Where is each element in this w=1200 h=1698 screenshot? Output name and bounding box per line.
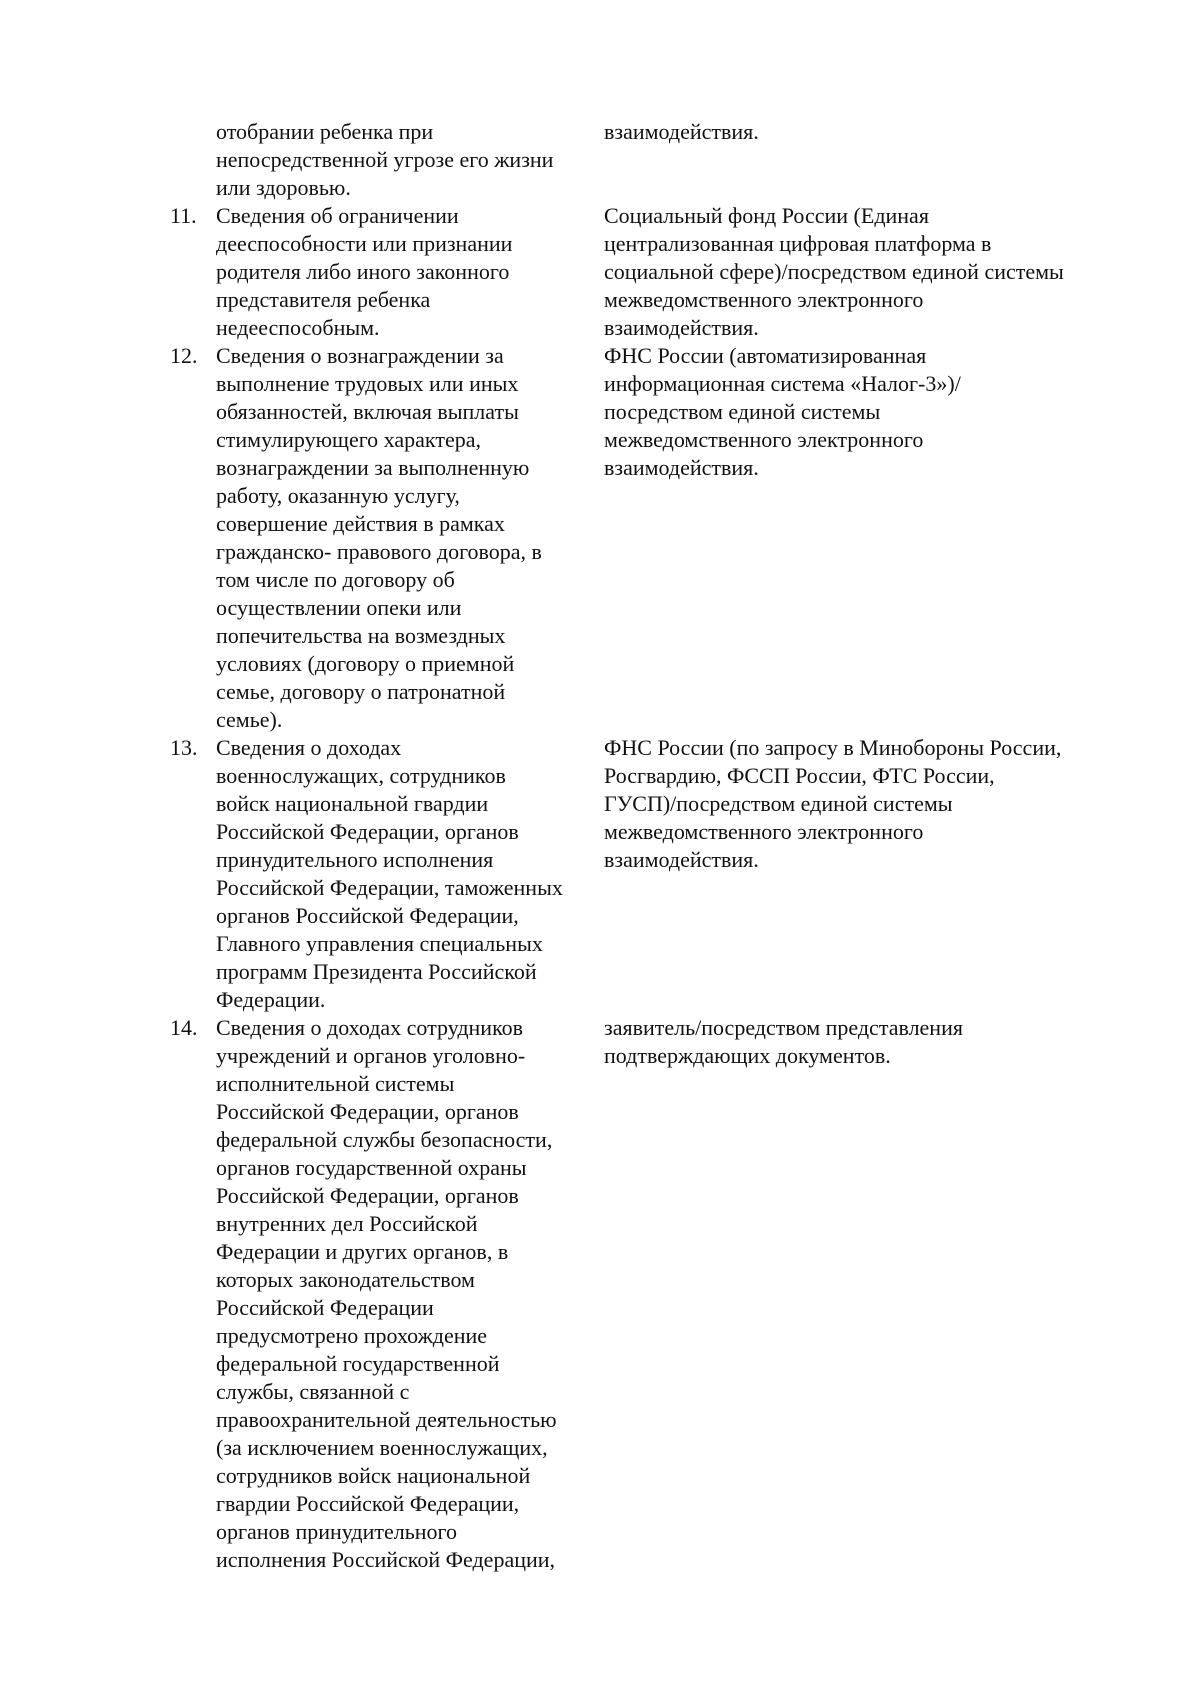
description-line: Российской Федерации, органов: [216, 1099, 519, 1124]
description-line: федеральной государственной: [216, 1351, 500, 1376]
source-line: взаимодействия.: [604, 847, 759, 872]
row-description: [216, 734, 600, 1014]
description-line: (за исключением военнослужащих,: [216, 1435, 548, 1460]
description-line: службы, связанной с: [216, 1379, 410, 1404]
source-line: Социальный фонд России (Единая: [604, 203, 929, 228]
description-line: сотрудников войск национальной: [216, 1463, 531, 1488]
description-line: принудительного исполнения: [216, 847, 494, 872]
description-line: органов Российской Федерации,: [216, 903, 519, 928]
description-line: Сведения об ограничении: [216, 203, 459, 228]
source-line: Росгвардию, ФССП России, ФТС России,: [604, 763, 995, 788]
description-line: обязанностей, включая выплаты: [216, 399, 519, 424]
description-line: исполнительной системы: [216, 1071, 455, 1096]
description-line: работу, оказанную услугу,: [216, 483, 460, 508]
description-line: дееспособности или признании: [216, 231, 513, 256]
description-line: программ Президента Российской: [216, 959, 537, 984]
description-line: семье).: [216, 707, 283, 732]
description-line: войск национальной гвардии: [216, 791, 489, 816]
source-line: централизованная цифровая платформа в: [604, 231, 992, 256]
source-line: информационная система «Налог-3»)/: [604, 371, 961, 396]
row-source: [604, 342, 1124, 482]
source-line: посредством единой системы: [604, 399, 881, 424]
description-line: Сведения о доходах: [216, 735, 402, 760]
row-description: [216, 118, 600, 202]
description-line: непосредственной угрозе его жизни: [216, 147, 554, 172]
description-line: Главного управления специальных: [216, 931, 543, 956]
description-line: гвардии Российской Федерации,: [216, 1491, 520, 1516]
description-line: Российской Федерации, органов: [216, 1183, 519, 1208]
description-line: вознаграждении за выполненную: [216, 455, 530, 480]
description-line: которых законодательством: [216, 1267, 475, 1292]
source-line: заявитель/посредством представления: [604, 1015, 963, 1040]
description-line: Федерации.: [216, 987, 326, 1012]
description-line: выполнение трудовых или иных: [216, 371, 519, 396]
description-line: стимулирующего характера,: [216, 427, 481, 452]
description-line: внутренних дел Российской: [216, 1211, 478, 1236]
row-description: [216, 342, 600, 734]
description-line: попечительства на возмездных: [216, 623, 506, 648]
description-line: гражданско- правового договора, в: [216, 539, 542, 564]
description-line: Российской Федерации, таможенных: [216, 875, 563, 900]
description-line: предусмотрено прохождение: [216, 1323, 488, 1348]
description-line: отобрании ребенка при: [216, 119, 434, 144]
source-line: подтверждающих документов.: [604, 1043, 891, 1068]
description-line: условиях (договору о приемной: [216, 651, 515, 676]
description-line: Федерации и других органов, в: [216, 1239, 509, 1264]
description-line: семье, договору о патронатной: [216, 679, 506, 704]
description-line: федеральной службы безопасности,: [216, 1127, 553, 1152]
source-line: взаимодействия.: [604, 455, 759, 480]
description-line: Российской Федерации: [216, 1295, 434, 1320]
description-line: органов принудительного: [216, 1519, 457, 1544]
source-line: взаимодействия.: [604, 119, 759, 144]
description-line: учреждений и органов уголовно-: [216, 1043, 526, 1068]
source-line: межведомственного электронного: [604, 427, 924, 452]
source-line: межведомственного электронного: [604, 287, 924, 312]
source-line: социальной сфере)/посредством единой системы: [604, 259, 1064, 284]
row-source: [604, 118, 1124, 146]
description-line: исполнения Российской Федерации,: [216, 1547, 556, 1572]
description-line: недееспособным.: [216, 315, 380, 340]
row-source: [604, 202, 1124, 342]
row-number: 12.: [170, 343, 198, 368]
description-line: военнослужащих, сотрудников: [216, 763, 506, 788]
source-line: межведомственного электронного: [604, 819, 924, 844]
description-line: представителя ребенка: [216, 287, 431, 312]
row-source: [604, 1014, 1124, 1070]
description-line: органов государственной охраны: [216, 1155, 527, 1180]
description-line: совершение действия в рамках: [216, 511, 505, 536]
description-line: Сведения о доходах сотрудников: [216, 1015, 524, 1040]
description-line: правоохранительной деятельностью: [216, 1407, 557, 1432]
row-source: [604, 734, 1124, 874]
description-line: родителя либо иного законного: [216, 259, 510, 284]
description-line: Российской Федерации, органов: [216, 819, 519, 844]
row-number: 11.: [170, 203, 197, 228]
source-line: ГУСП)/посредством единой системы: [604, 791, 953, 816]
row-number: 14.: [170, 1015, 198, 1040]
source-line: ФНС России (по запросу в Минобороны России,: [604, 735, 1062, 760]
row-description: [216, 1014, 600, 1574]
source-line: взаимодействия.: [604, 315, 759, 340]
description-line: осуществлении опеки или: [216, 595, 462, 620]
description-line: Сведения о вознаграждении за: [216, 343, 504, 368]
description-line: том числе по договору об: [216, 567, 455, 592]
source-line: ФНС России (автоматизированная: [604, 343, 927, 368]
description-line: или здоровью.: [216, 175, 351, 200]
row-number: 13.: [170, 735, 198, 760]
row-description: [216, 202, 600, 342]
